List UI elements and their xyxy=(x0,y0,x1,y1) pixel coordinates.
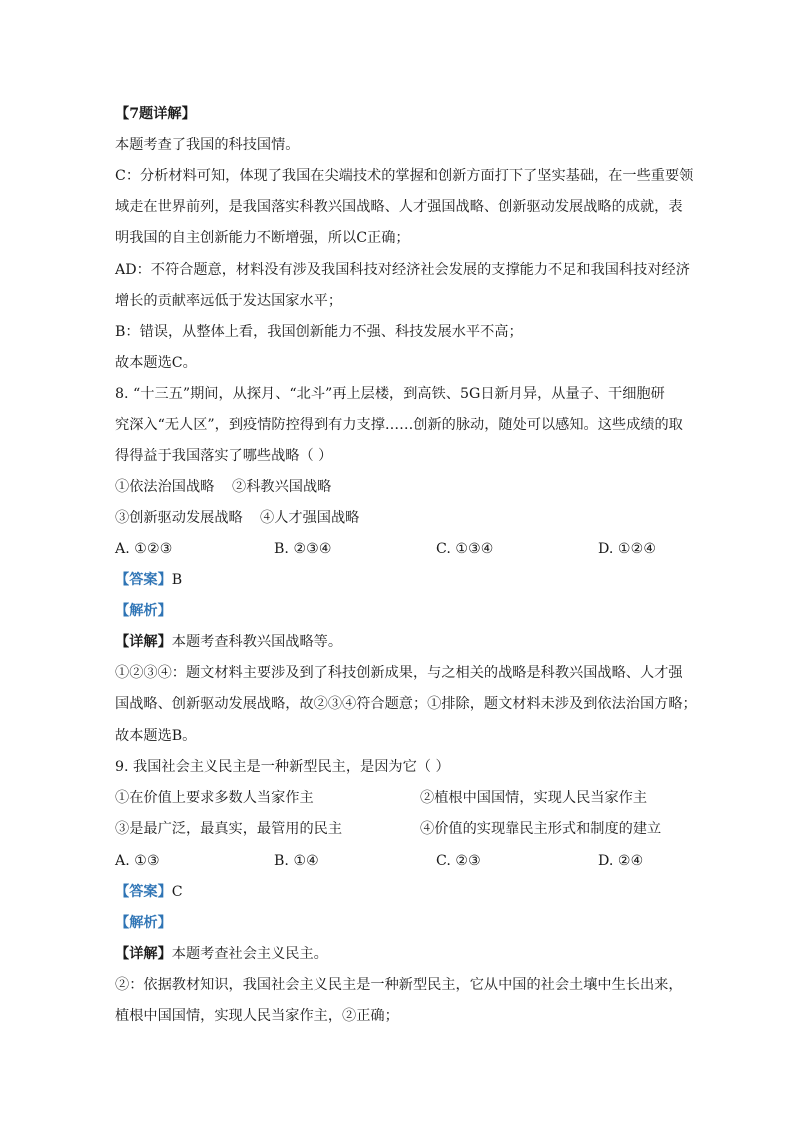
q7-line-1: 本题考查了我国的科技国情。 xyxy=(115,137,300,153)
q7-line-8: 故本题选C。 xyxy=(115,355,197,371)
q9-option-a: A. ①③ xyxy=(115,853,160,869)
q9-answer xyxy=(115,882,675,902)
q7-line-2: C：分析材料可知，体现了我国在尖端技术的掌握和创新方面打下了坚实基础，在一些重要领 xyxy=(115,168,694,184)
q8-option-c: C. ①③④ xyxy=(436,541,494,557)
q8-stem-2: 究深入“无人区”，到疫情防控得到有力支撑……创新的脉动，随处可以感知。这些成绩的取 xyxy=(115,417,683,433)
q9-item-1: ①在价值上要求多数人当家作主 xyxy=(115,790,314,806)
q9-detail-text: 本题考查社会主义民主。 xyxy=(171,946,328,962)
q8-answer-label: 【答案】 xyxy=(115,572,172,588)
q8-detail-text: 本题考查科教兴国战略等。 xyxy=(171,634,343,650)
q8-option-a: A. ①②③ xyxy=(115,541,173,557)
q9-detail-label: 【详解】 xyxy=(115,946,172,962)
q8-option-b: B. ②③④ xyxy=(274,541,332,557)
q8-option-d: D. ①②④ xyxy=(598,541,657,557)
q7-line-7: B：错误，从整体上看，我国创新能力不强、科技发展水平不高； xyxy=(115,324,523,340)
q7-line-5: AD：不符合题意，材料没有涉及我国科技对经济社会发展的支撑能力不足和我国科技对经济 xyxy=(115,262,690,278)
q9-detail xyxy=(115,944,675,964)
q8-explanation-2: 国战略、创新驱动发展战略，故②③④符合题意；①排除，题文材料未涉及到依法治国方略； xyxy=(115,696,697,712)
q8-stem-1: 8. “十三五”期间，从探月、“北斗”再上层楼，到高铁、5G日新月异，从量子、干细胞研 xyxy=(115,386,665,402)
q8-answer xyxy=(115,570,675,590)
q7-line-3: 域走在世界前列，是我国落实科教兴国战略、人才强国战略、创新驱动发展战略的成就，表 xyxy=(115,199,683,215)
q8-stem-3: 得得益于我国落实了哪些战略（ ） xyxy=(115,448,333,464)
q9-answer-label: 【答案】 xyxy=(115,884,172,900)
q8-detail-label: 【详解】 xyxy=(115,634,172,650)
q7-line-4: 明我国的自主创新能力不断增强，所以C正确； xyxy=(115,230,410,246)
q7-detail-heading: 【7题详解】 xyxy=(115,106,196,122)
q9-item-4: ④价值的实现靠民主形式和制度的建立 xyxy=(420,821,662,837)
q8-item-3: ③创新驱动发展战略 xyxy=(115,510,243,526)
q9-option-b: B. ①④ xyxy=(274,853,319,869)
q8-item-1: ①依法治国战略 xyxy=(115,479,215,495)
q9-explanation-2: 植根中国国情，实现人民当家作主，②正确； xyxy=(115,1008,399,1024)
q9-analysis-label: 【解析】 xyxy=(115,915,172,931)
q9-answer-value: C xyxy=(171,884,183,900)
q8-detail xyxy=(115,632,675,652)
q8-item-2: ②科教兴国战略 xyxy=(232,479,332,495)
q9-explanation-1: ②：依据教材知识，我国社会主义民主是一种新型民主，它从中国的社会土壤中生长出来， xyxy=(115,977,683,993)
q9-option-d: D. ②④ xyxy=(598,853,644,869)
q8-explanation-1: ①②③④：题文材料主要涉及到了科技创新成果，与之相关的战略是科教兴国战略、人才强 xyxy=(115,665,683,681)
q8-explanation-3: 故本题选B。 xyxy=(115,728,197,744)
q9-item-3: ③是最广泛，最真实，最管用的民主 xyxy=(115,821,343,837)
q8-analysis-label: 【解析】 xyxy=(115,603,172,619)
q9-stem: 9. 我国社会主义民主是一种新型民主，是因为它（ ） xyxy=(115,759,450,775)
q9-option-c: C. ②③ xyxy=(436,853,481,869)
q9-item-2: ②植根中国国情，实现人民当家作主 xyxy=(420,790,648,806)
q8-answer-value: B xyxy=(171,572,183,588)
q7-line-6: 增长的贡献率远低于发达国家水平； xyxy=(115,293,343,309)
q8-item-4: ④人才强国战略 xyxy=(260,510,360,526)
